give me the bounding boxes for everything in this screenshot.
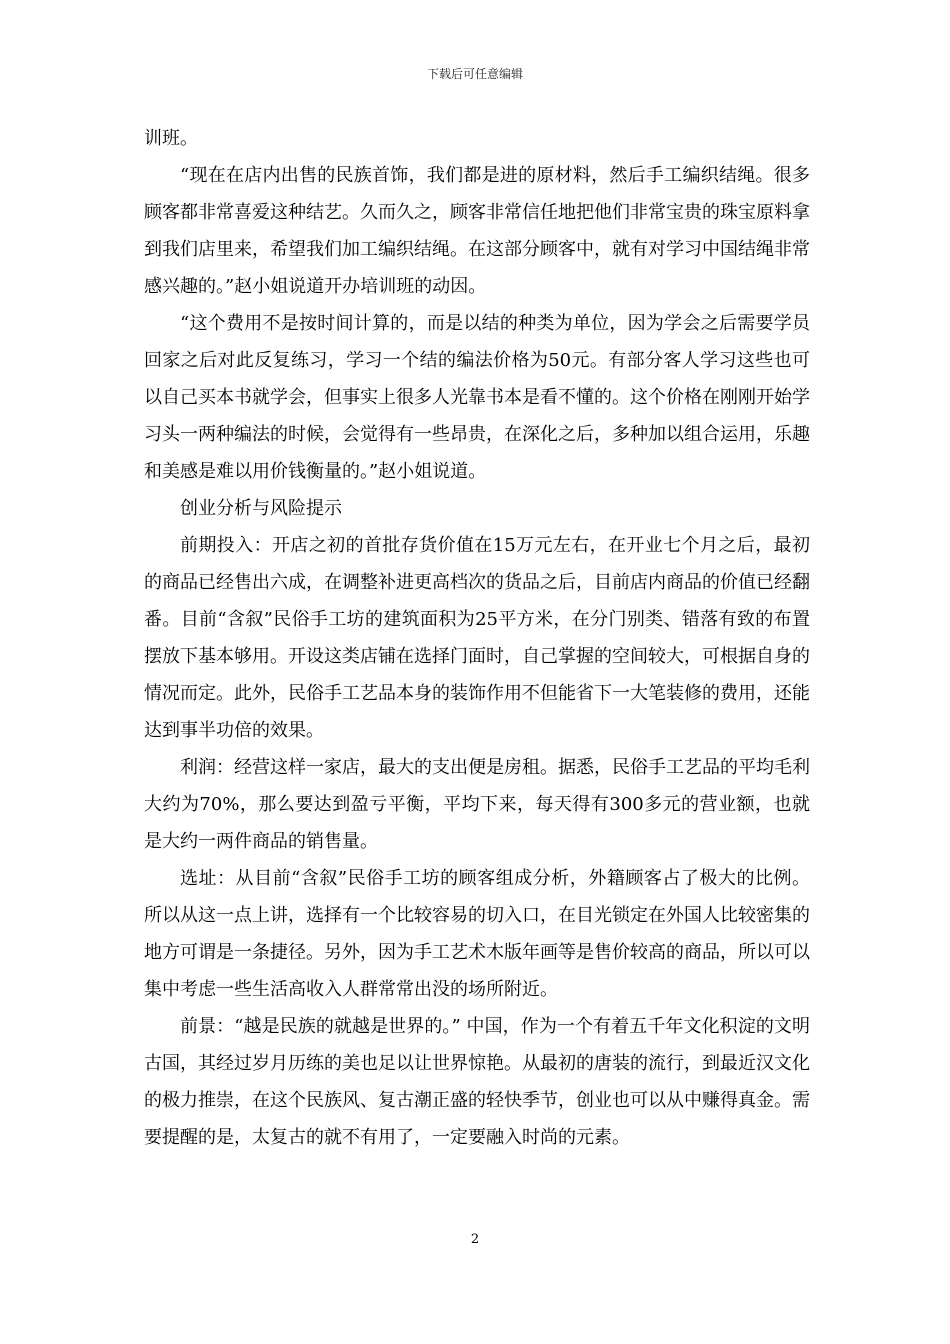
page-number: 2 xyxy=(470,1232,480,1247)
paragraph-location: 选址：从目前“含叙”民俗手工坊的顾客组成分析，外籍顾客占了极大的比例。所以从这一点上讲，选择有一个比较容易的切入口，在目光锁定在外国人比较密集的地方可谓是一条捷径。另外，因为手工艺术木版年画等是售价较高的商品，所以可以集中考虑一些生活高收入人群常常出没的场所附近。 xyxy=(144,868,810,1000)
paragraph-continuation: 训班。 xyxy=(144,128,198,149)
paragraph-prospect: 前景：“越是民族的就越是世界的。” 中国，作为一个有着五千年文化积淀的文明古国，其经过岁月历练的美也足以让世界惊艳。从最初的唐装的流行，到最近汉文化的极力推崇，在这个民族风、复古潮正盛的轻快季节，创业也可以从中赚得真金。需要提醒的是，太复古的就不有用了，一定要融入时尚的元素。 xyxy=(144,1016,810,1148)
paragraph-quote-fee: “这个费用不是按时间计算的，而是以结的种类为单位，因为学会之后需要学员回家之后对此反复练习，学习一个结的编法价格为50元。有部分客人学习这些也可以自己买本书就学会，但事实上很多人光靠书本是看不懂的。这个价格在刚刚开始学习头一两种编法的时候，会觉得有一些昂贵，在深化之后，多种加以组合运用，乐趣和美感是难以用价钱衡量的。”赵小姐说道。 xyxy=(144,313,810,482)
document-body xyxy=(144,120,810,1156)
page-header: 下载后可任意编辑 xyxy=(426,67,523,81)
paragraph-quote-motive: “现在在店内出售的民族首饰，我们都是进的原材料，然后手工编织结绳。很多顾客都非常喜爱这种结艺。久而久之，顾客非常信任地把他们非常宝贵的珠宝原料拿到我们店里来，希望我们加工编织结绳。在这部分顾客中，就有对学习中国结绳非常感兴趣的。”赵小姐说道开办培训班的动因。 xyxy=(144,165,810,297)
paragraph-investment: 前期投入：开店之初的首批存货价值在15万元左右，在开业七个月之后，最初的商品已经售出六成，在调整补进更高档次的货品之后，目前店内商品的价值已经翻番。目前“含叙”民俗手工坊的建筑面积为25平方米，在分门别类、错落有致的布置摆放下基本够用。开设这类店铺在选择门面时，自己掌握的空间较大，可根据自身的情况而定。此外，民俗手工艺品本身的装饰作用不但能省下一大笔装修的费用，还能达到事半功倍的效果。 xyxy=(144,535,810,741)
paragraph-profit: 利润：经营这样一家店，最大的支出便是房租。据悉，民俗手工艺品的平均毛利大约为70%，那么要达到盈亏平衡，平均下来，每天得有300多元的营业额，也就是大约一两件商品的销售量。 xyxy=(144,757,810,852)
section-heading: 创业分析与风险提示 xyxy=(180,498,342,519)
